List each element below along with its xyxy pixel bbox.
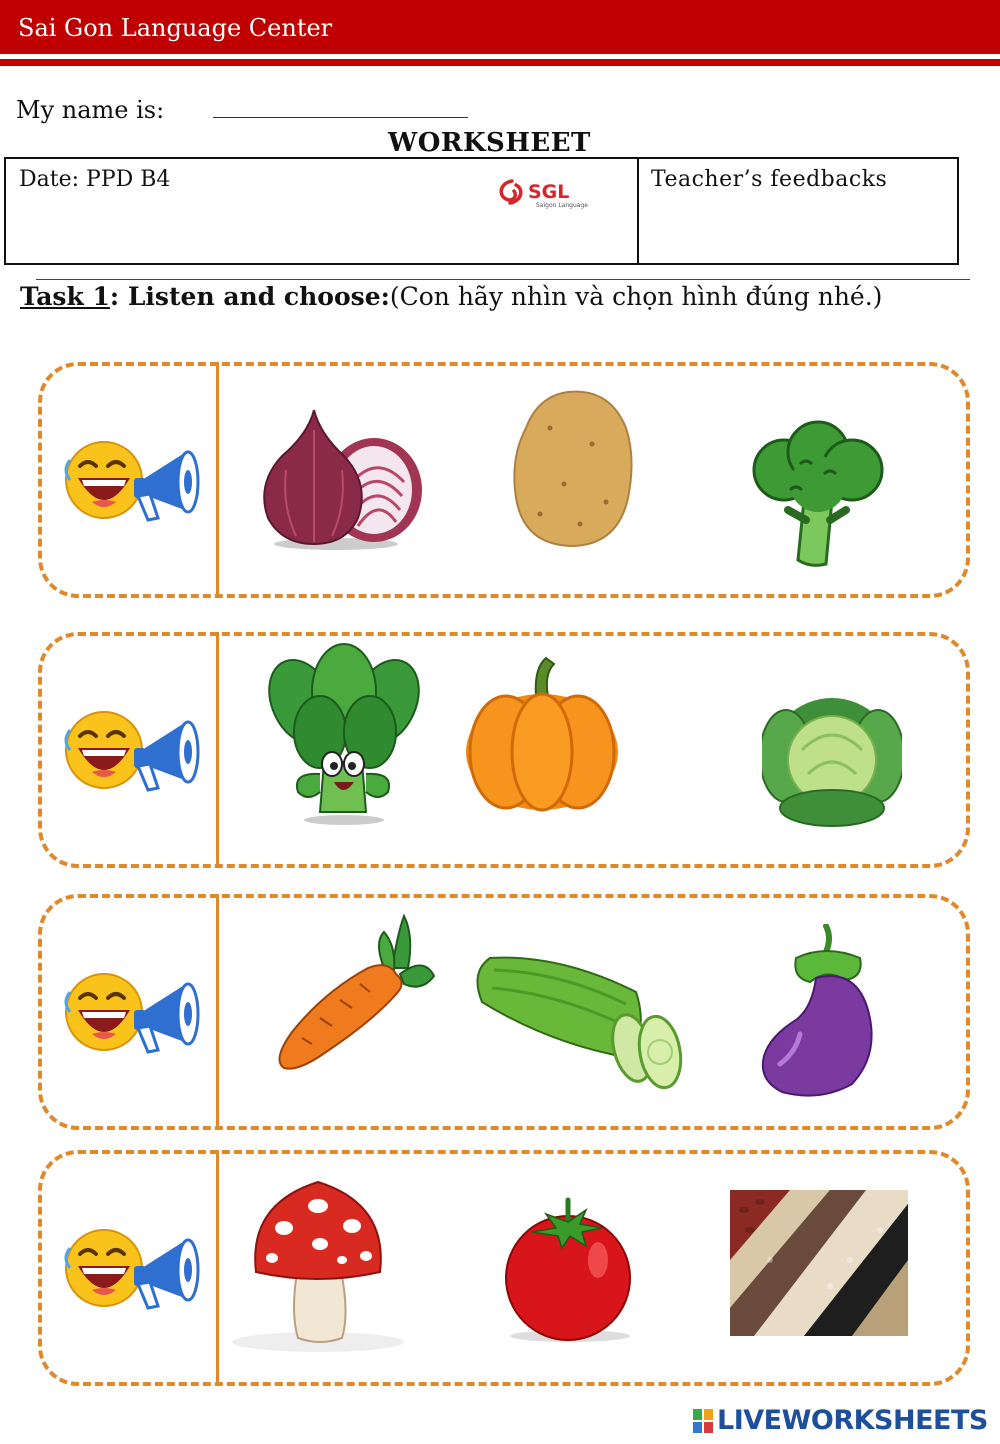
task-heading — [20, 282, 882, 311]
date-label: Date: PPD B4 — [19, 167, 171, 192]
spinach-option[interactable] — [262, 642, 426, 828]
header-rule — [0, 59, 1000, 66]
header-bar — [0, 0, 1000, 54]
sgl-logo-icon — [494, 173, 594, 213]
question-row-2 — [38, 632, 970, 868]
laughing-speaker-icon[interactable] — [56, 430, 206, 530]
carrot-option[interactable] — [264, 912, 438, 1074]
task-instruction: : Listen and choose: — [109, 282, 390, 311]
liveworksheets-logo-icon — [693, 1409, 713, 1433]
logo-text: SGL — [528, 181, 570, 203]
laughing-speaker-icon[interactable] — [56, 962, 206, 1062]
beans-option[interactable] — [730, 1190, 908, 1336]
question-row-4 — [38, 1150, 970, 1386]
info-box-divider — [637, 159, 639, 263]
center-name: Sai Gon Language Center — [18, 14, 333, 42]
info-box — [4, 157, 959, 265]
laughing-speaker-icon[interactable] — [56, 700, 206, 800]
laughing-speaker-icon[interactable] — [56, 1218, 206, 1318]
row-divider — [216, 362, 219, 598]
separator — [36, 279, 970, 280]
row-divider — [216, 894, 219, 1130]
cucumber-option[interactable] — [470, 948, 684, 1094]
name-label: My name is: — [16, 96, 165, 124]
worksheet-title: WORKSHEET — [388, 128, 591, 158]
mushroom-option[interactable] — [228, 1176, 408, 1354]
eggplant-option[interactable] — [756, 924, 882, 1102]
task-number: Task 1 — [20, 282, 110, 311]
task-translation: (Con hãy nhìn và chọn hình đúng nhé.) — [389, 282, 883, 311]
pumpkin-option[interactable] — [462, 656, 622, 816]
question-row-3 — [38, 894, 970, 1130]
cabbage-option[interactable] — [762, 690, 902, 830]
question-row-1 — [38, 362, 970, 598]
row-divider — [216, 1150, 219, 1386]
teacher-feedback-label: Teacher’s feedbacks — [651, 167, 888, 192]
logo-subtext: Saigon Language — [536, 202, 588, 209]
broccoli-option[interactable] — [750, 420, 886, 568]
potato-option[interactable] — [510, 388, 640, 552]
name-field[interactable] — [213, 117, 468, 118]
tomato-option[interactable] — [502, 1196, 642, 1344]
row-divider — [216, 632, 219, 868]
onion-option[interactable] — [256, 410, 424, 550]
footer-brand-text: LIVEWORKSHEETS — [717, 1405, 988, 1436]
